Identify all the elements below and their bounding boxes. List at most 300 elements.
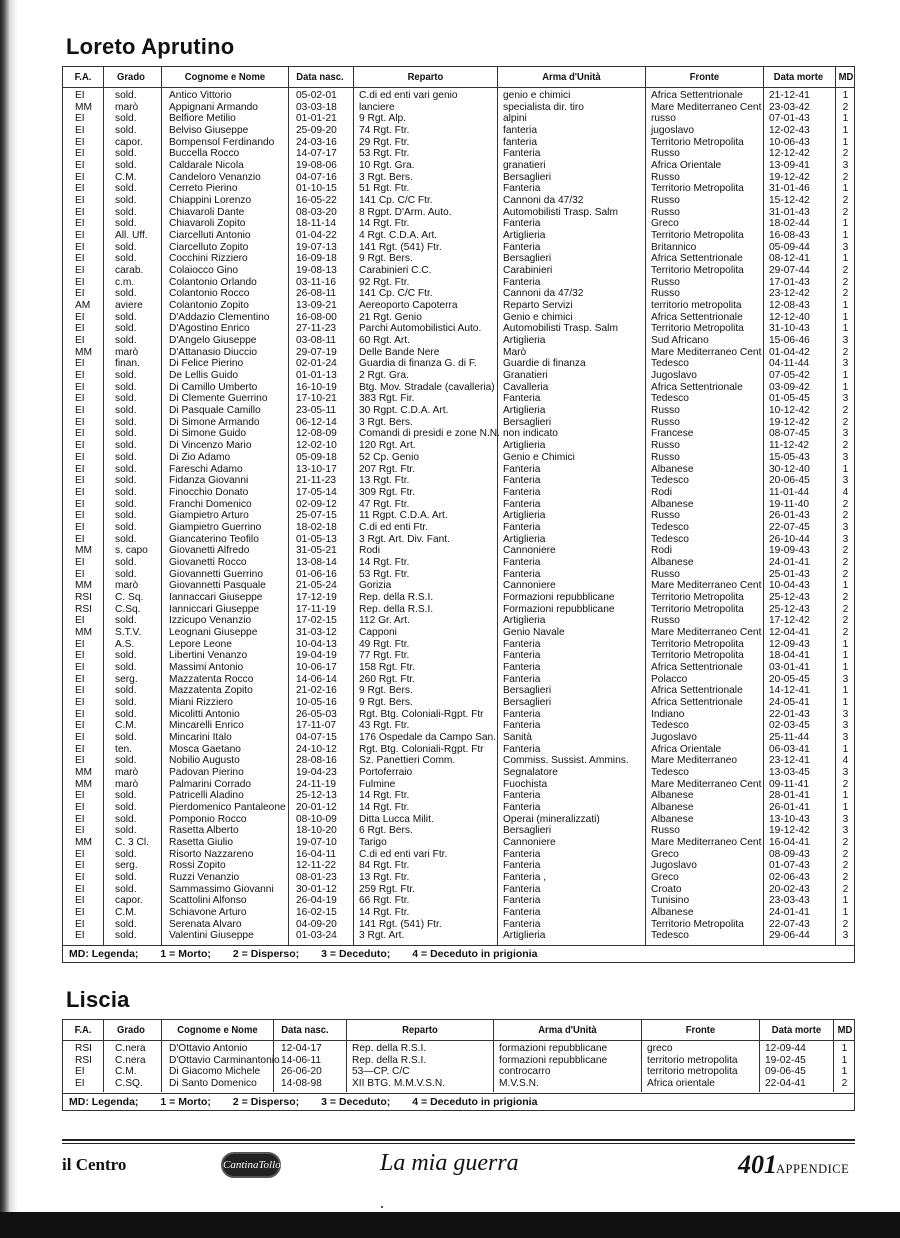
cell-fronte: Russo (651, 206, 680, 218)
table-row (63, 697, 854, 709)
cell-grado: sold. (115, 661, 137, 673)
table-row (63, 1043, 854, 1055)
cell-grado: sold. (115, 650, 137, 662)
cell-md: 2 (842, 171, 849, 183)
cell-grado: sold. (115, 510, 137, 522)
column-header: Fronte (645, 67, 763, 87)
cell-md: 1 (842, 136, 849, 148)
cell-grado: sold. (115, 708, 137, 720)
cell-md: 3 (842, 708, 849, 720)
cell-name: Di Santo Domenico (169, 1078, 257, 1090)
column-header: Data nasc. (273, 1020, 336, 1040)
cell-fronte: Russo (651, 568, 680, 580)
cell-fronte: Jugoslavo (651, 860, 697, 872)
table-header (63, 67, 854, 88)
cell-name: Buccella Rocco (169, 148, 240, 160)
cell-name: Valentini Giuseppe (169, 930, 254, 942)
cell-reparto: Delle Bande Nere (359, 346, 440, 358)
cell-death-date: 12-12-42 (769, 148, 810, 160)
cell-name: Mazzatenta Rocco (169, 673, 254, 685)
cell-grado: aviere (115, 300, 143, 312)
cell-grado: sold. (115, 486, 137, 498)
table-row (63, 580, 854, 592)
cell-death-date: 01-07-43 (769, 860, 810, 872)
cell-fa: EI (75, 883, 85, 895)
cell-reparto: Portoferraio (359, 766, 413, 778)
cell-death-date: 02-06-43 (769, 872, 810, 884)
table-row (63, 1055, 854, 1067)
cell-fronte: Tedesco (651, 930, 689, 942)
cell-arma: Marò (503, 346, 527, 358)
cell-fa: EI (75, 533, 85, 545)
cell-reparto: 77 Rgt. Ftr. (359, 650, 410, 662)
cell-death-date: 07-01-43 (769, 113, 810, 125)
cell-arma: Guardie di finanza (503, 358, 586, 370)
table-row (63, 475, 854, 487)
cell-name: Finocchio Donato (169, 486, 249, 498)
footer-rule-thin (62, 1143, 855, 1144)
cell-name: Patricelli Aladino (169, 790, 244, 802)
table-row (63, 347, 854, 359)
cell-arma: Bersaglieri (503, 825, 552, 837)
cell-grado: C.M. (115, 1066, 137, 1078)
cell-death-date: 10-04-43 (769, 580, 810, 592)
cell-md: 2 (842, 872, 849, 884)
cell-death-date: 24-01-41 (769, 907, 810, 919)
cell-fronte: Greco (651, 872, 679, 884)
cell-fa: EI (75, 90, 85, 101)
column-header: Reparto (353, 67, 497, 87)
cell-birth-date: 24-10-12 (296, 743, 337, 755)
table-row (63, 907, 854, 919)
cell-arma: Sanità (503, 731, 532, 743)
cell-death-date: 23-12-41 (769, 755, 810, 767)
cell-name: Colantonio Rocco (169, 288, 250, 300)
cell-fa: EI (75, 136, 85, 148)
cell-arma: Fanteria (503, 790, 541, 802)
cell-md: 3 (842, 358, 849, 370)
cell-birth-date: 31-03-12 (296, 626, 337, 638)
cell-name: D'Ottavio Carminantonio (169, 1054, 280, 1066)
cell-grado: sold. (115, 195, 137, 207)
table-body (63, 88, 854, 945)
cell-reparto: Capponi (359, 626, 397, 638)
cell-fronte: Tedesco (651, 358, 689, 370)
cell-name: De Lellis Guido (169, 370, 239, 382)
table-row (63, 662, 854, 674)
cell-name: Franchi Domenico (169, 498, 252, 510)
cell-name: Nobilio Augusto (169, 755, 240, 767)
cell-death-date: 13-03-45 (769, 766, 810, 778)
table-row (63, 393, 854, 405)
table-row (63, 242, 854, 254)
cell-grado: sold. (115, 148, 137, 160)
cell-birth-date: 01-01-21 (296, 113, 337, 125)
cell-fronte: Territorio Metropolita (651, 591, 744, 603)
cell-death-date: 15-12-42 (769, 195, 810, 207)
cell-fa: EI (75, 720, 85, 732)
cell-grado: sold. (115, 218, 137, 230)
cell-fronte: Jugoslavo (651, 370, 697, 382)
cell-name: Di Giacomo Michele (169, 1066, 261, 1078)
cell-death-date: 22-07-43 (769, 918, 810, 930)
cell-birth-date: 25-07-15 (296, 510, 337, 522)
column-header: Data morte (763, 67, 833, 87)
cell-arma: Commiss. Sussist. Ammins. (503, 755, 629, 767)
cell-death-date: 15-05-43 (769, 451, 810, 463)
cell-reparto: 259 Rgt. Ftr. (359, 883, 416, 895)
cell-grado: marò (115, 101, 139, 113)
cell-grado: sold. (115, 288, 137, 300)
cell-death-date: 19-09-43 (769, 545, 810, 557)
table-row (63, 277, 854, 289)
cell-grado: sold. (115, 568, 137, 580)
cell-grado: sold. (115, 206, 137, 218)
table-row (63, 872, 854, 884)
cell-death-date: 19-11-40 (769, 498, 810, 510)
cell-md: 4 (842, 486, 849, 498)
table-row (63, 288, 854, 300)
cell-fa: EI (75, 498, 85, 510)
cell-arma: Fanteria (503, 673, 541, 685)
cell-reparto: 207 Rgt. Ftr. (359, 463, 416, 475)
cell-reparto: 176 Ospedale da Campo San. (359, 731, 497, 743)
table-row (63, 218, 854, 230)
cell-md: 3 (842, 475, 849, 487)
cell-birth-date: 20-01-12 (296, 801, 337, 813)
cell-grado: sold. (115, 253, 137, 265)
cell-name: Cocchini Rizziero (169, 253, 248, 265)
cell-grado: S.T.V. (115, 626, 142, 638)
cell-arma: formazioni repubblicane (499, 1043, 608, 1054)
cell-reparto: 158 Rgt. Ftr. (359, 661, 416, 673)
cell-birth-date: 01-05-13 (296, 533, 337, 545)
cell-md: 2 (842, 545, 849, 557)
cell-md: 1 (842, 696, 849, 708)
cell-name: Belfiore Metilio (169, 113, 236, 125)
cell-grado: ten. (115, 743, 132, 755)
table-row (63, 358, 854, 370)
cell-arma: Fanteria (503, 918, 541, 930)
cell-name: Izzicupo Venanzio (169, 615, 252, 627)
cell-name: Rasetta Alberto (169, 825, 239, 837)
cell-birth-date: 14-06-14 (296, 673, 337, 685)
cell-reparto: 10 Rgt. Gra. (359, 160, 415, 172)
cell-birth-date: 25-09-20 (296, 125, 337, 137)
cell-fa: EI (75, 673, 85, 685)
cell-arma: Fanteria (503, 475, 541, 487)
cell-fronte: Russo (651, 288, 680, 300)
cell-name: Risorto Nazzareno (169, 848, 254, 860)
cell-fronte: Tedesco (651, 393, 689, 405)
cell-death-date: 31-01-46 (769, 183, 810, 195)
cell-md: 1 (842, 463, 849, 475)
cell-arma: Fanteria (503, 498, 541, 510)
cell-md: 2 (842, 615, 849, 627)
cell-fronte: Territorio Metropolita (651, 638, 744, 650)
table-row (63, 604, 854, 616)
table-row (63, 790, 854, 802)
cell-grado: sold. (115, 475, 137, 487)
cell-arma: Cannoniere (503, 837, 556, 848)
cell-reparto: 13 Rgt. Ftr. (359, 872, 410, 884)
cell-reparto: 60 Rgt. Art. (359, 335, 410, 347)
cell-md: 3 (842, 766, 849, 778)
cell-reparto: 9 Rgt. Bers. (359, 253, 413, 265)
cell-death-date: 04-11-44 (769, 358, 810, 370)
table-row (63, 487, 854, 499)
cell-grado: capor. (115, 895, 143, 907)
cell-md: 2 (842, 101, 849, 113)
cell-death-date: 25-12-43 (769, 603, 810, 615)
cell-grado: A.S. (115, 638, 135, 650)
cell-arma: Fanteria (503, 521, 541, 533)
cell-reparto: 51 Rgt. Ftr. (359, 183, 410, 195)
table-row (63, 137, 854, 149)
cell-fa: EI (75, 650, 85, 662)
cell-grado: serg. (115, 673, 138, 685)
cell-name: Giampietro Arturo (169, 510, 249, 522)
cell-arma: Cavalleria (503, 381, 549, 393)
table-header (63, 1020, 854, 1041)
cell-arma: fanteria (503, 136, 537, 148)
column-rule (833, 1020, 834, 1092)
cell-death-date: 26-10-44 (769, 533, 810, 545)
cell-arma: Fanteria (503, 883, 541, 895)
cell-reparto: 141 Rgt. (541) Ftr. (359, 241, 442, 253)
cell-fa: EI (75, 895, 85, 907)
cell-grado: sold. (115, 125, 137, 137)
cell-grado: sold. (115, 463, 137, 475)
cell-fronte: Tedesco (651, 475, 689, 487)
cell-fronte: Rodi (651, 486, 672, 498)
cell-arma: Artiglieria (503, 230, 546, 242)
cell-md: 2 (842, 591, 849, 603)
table-row (63, 207, 854, 219)
cell-md: 2 (841, 1078, 848, 1090)
cell-name: D'Angelo Giuseppe (169, 335, 257, 347)
table-row (63, 802, 854, 814)
table-row (63, 1066, 854, 1078)
cell-birth-date: 18-10-20 (296, 825, 337, 837)
cell-death-date: 18-02-44 (769, 218, 810, 230)
cell-grado: sold. (115, 533, 137, 545)
cell-death-date: 30-12-40 (769, 463, 810, 475)
cell-reparto: 14 Rgt. Ftr. (359, 218, 410, 230)
cell-grado: capor. (115, 136, 143, 148)
table-row (63, 709, 854, 721)
cell-birth-date: 01-10-15 (296, 183, 337, 195)
cell-grado: C. Sq. (115, 591, 144, 603)
cell-birth-date: 25-12-13 (296, 790, 337, 802)
cell-fronte: Territorio Metropolita (651, 323, 744, 335)
cell-death-date: 22-01-43 (769, 708, 810, 720)
cell-death-date: 12-09-44 (765, 1043, 806, 1054)
cell-name: Chiavaroli Zopito (169, 218, 246, 230)
cell-reparto: 49 Rgt. Ftr. (359, 638, 410, 650)
table-row (63, 312, 854, 324)
publication-name: il Centro (62, 1155, 127, 1174)
cell-reparto: Rep. della R.S.I. (352, 1054, 427, 1066)
cell-fa: EI (75, 813, 85, 825)
cell-birth-date: 18-02-18 (296, 521, 337, 533)
cell-fa: EI (75, 615, 85, 627)
table-row (63, 102, 854, 114)
cell-fa: EI (75, 848, 85, 860)
cell-birth-date: 24-03-16 (296, 136, 337, 148)
cell-md: 1 (842, 580, 849, 592)
cell-birth-date: 18-11-14 (296, 218, 337, 230)
cell-birth-date: 26-04-19 (296, 895, 337, 907)
cell-death-date: 22-07-45 (769, 521, 810, 533)
cell-reparto: 14 Rgt. Ftr. (359, 556, 410, 568)
cell-fa: MM (75, 101, 92, 113)
cell-fa: EI (75, 311, 85, 323)
cell-birth-date: 08-01-23 (296, 872, 337, 884)
cell-death-date: 26-01-41 (769, 801, 810, 813)
cell-birth-date: 19-04-23 (296, 766, 337, 778)
cell-fronte: Mare Mediterraneo Cent (651, 626, 762, 638)
cell-fronte: Greco (651, 848, 679, 860)
cell-reparto: C.di ed enti vari Ftr. (359, 848, 448, 860)
cell-birth-date: 01-01-13 (296, 370, 337, 382)
cell-name: Colaiocco Gino (169, 265, 239, 277)
cell-fa: EI (75, 708, 85, 720)
cell-arma: formazioni repubblicane (499, 1054, 608, 1066)
cell-arma: Fanteria (503, 895, 541, 907)
cell-reparto: Carabinieri C.C. (359, 265, 432, 277)
cell-fronte: Greco (651, 218, 679, 230)
table-row (63, 720, 854, 732)
cell-death-date: 28-01-41 (769, 790, 810, 802)
cell-reparto: 74 Rgt. Ftr. (359, 125, 410, 137)
cell-name: Ianniccari Giuseppe (169, 603, 260, 615)
cell-fronte: Africa Settentrionale (651, 90, 743, 101)
cell-reparto: 141 Cp. C/C Ftr. (359, 195, 433, 207)
cell-birth-date: 23-05-11 (296, 405, 337, 417)
cell-birth-date: 03-11-16 (296, 276, 337, 288)
cell-reparto: Rep. della R.S.I. (359, 603, 434, 615)
cell-md: 2 (842, 860, 849, 872)
cell-md: 2 (842, 626, 849, 638)
cell-fa: EI (75, 241, 85, 253)
cell-grado: sold. (115, 615, 137, 627)
table-row (63, 499, 854, 511)
table-row (63, 755, 854, 767)
cell-md: 1 (842, 218, 849, 230)
cell-fa: EI (75, 638, 85, 650)
casualty-table-liscia (62, 1019, 855, 1111)
cell-md: 1 (842, 381, 849, 393)
cell-reparto: Rep. della R.S.I. (359, 591, 434, 603)
cell-death-date: 11-01-44 (769, 486, 810, 498)
cell-grado: sold. (115, 393, 137, 405)
cell-name: Di Pasquale Camillo (169, 405, 261, 417)
cell-death-date: 23-03-43 (769, 895, 810, 907)
cell-arma: Automobilisti Trasp. Salm (503, 323, 618, 335)
cell-fa: MM (75, 626, 92, 638)
cell-arma: Bersaglieri (503, 171, 552, 183)
cell-reparto: 30 Rgpt. C.D.A. Art. (359, 405, 449, 417)
cell-grado: sold. (115, 323, 137, 335)
cell-arma: Bersaglieri (503, 696, 552, 708)
table-row (63, 825, 854, 837)
cell-fa: MM (75, 778, 92, 790)
cell-md: 2 (842, 288, 849, 300)
cell-reparto: Rodi (359, 545, 380, 557)
cell-fa: EI (75, 113, 85, 125)
cell-arma: Bersaglieri (503, 253, 552, 265)
cell-grado: sold. (115, 183, 137, 195)
cell-fa: EI (75, 801, 85, 813)
table-row (63, 767, 854, 779)
cell-fronte: Territorio Metropolita (651, 230, 744, 242)
cell-fronte: Albanese (651, 790, 694, 802)
cell-birth-date: 27-11-23 (296, 323, 337, 335)
cell-name: Palmarini Corrado (169, 778, 252, 790)
cell-fronte: Russo (651, 171, 680, 183)
cell-arma: Formazioni repubblicane (503, 591, 615, 603)
cell-fa: EI (75, 825, 85, 837)
cell-fronte: Mare Mediterraneo Cent (651, 580, 762, 592)
cell-fronte: Albanese (651, 498, 694, 510)
cell-birth-date: 17-05-14 (296, 486, 337, 498)
page-binding-shadow (0, 0, 18, 1238)
table-row (63, 417, 854, 429)
cell-birth-date: 17-11-07 (296, 720, 337, 732)
cell-death-date: 19-02-45 (765, 1054, 806, 1066)
table-row (63, 160, 854, 172)
cell-md: 3 (842, 393, 849, 405)
cell-birth-date: 05-09-18 (296, 451, 337, 463)
column-header: F.A. (74, 1024, 92, 1036)
cell-name: Candeloro Venanzio (169, 171, 261, 183)
cell-grado: sold. (115, 696, 137, 708)
cell-grado: sold. (115, 790, 137, 802)
cell-grado: sold. (115, 731, 137, 743)
cell-birth-date: 29-07-19 (296, 346, 337, 358)
cell-death-date: 19-12-42 (769, 416, 810, 428)
cell-fa: EI (75, 1066, 85, 1078)
cell-death-date: 13-10-43 (769, 813, 810, 825)
cell-md: 1 (842, 90, 849, 101)
column-rule (288, 67, 289, 945)
table-row (63, 253, 854, 265)
column-rule (353, 67, 354, 945)
cell-reparto: 3 Rgt. Art. (359, 930, 405, 942)
table-row (63, 639, 854, 651)
cell-md: 3 (842, 673, 849, 685)
cell-fa: EI (75, 335, 85, 347)
legend-item: 3 = Deceduto; (321, 948, 391, 961)
column-rule (641, 1020, 642, 1092)
cell-name: Di Vincenzo Mario (169, 440, 252, 452)
cell-name: Pierdomenico Pantaleone (169, 801, 286, 813)
cell-arma: Genio e Chimici (503, 451, 575, 463)
cell-fa: EI (75, 510, 85, 522)
cell-fa: EI (75, 755, 85, 767)
cell-arma: Fanteria (503, 661, 541, 673)
cell-death-date: 24-01-41 (769, 556, 810, 568)
cell-name: Ciarcelluto Zopito (169, 241, 249, 253)
cell-fronte: Territorio Metropolita (651, 183, 744, 195)
cell-fronte: Tedesco (651, 766, 689, 778)
cell-grado: C.M. (115, 720, 137, 732)
cell-grado: C.nera (115, 1043, 146, 1054)
cell-reparto: 3 Rgt. Bers. (359, 416, 413, 428)
cell-death-date: 26-01-43 (769, 510, 810, 522)
cell-reparto: 14 Rgt. Ftr. (359, 790, 410, 802)
